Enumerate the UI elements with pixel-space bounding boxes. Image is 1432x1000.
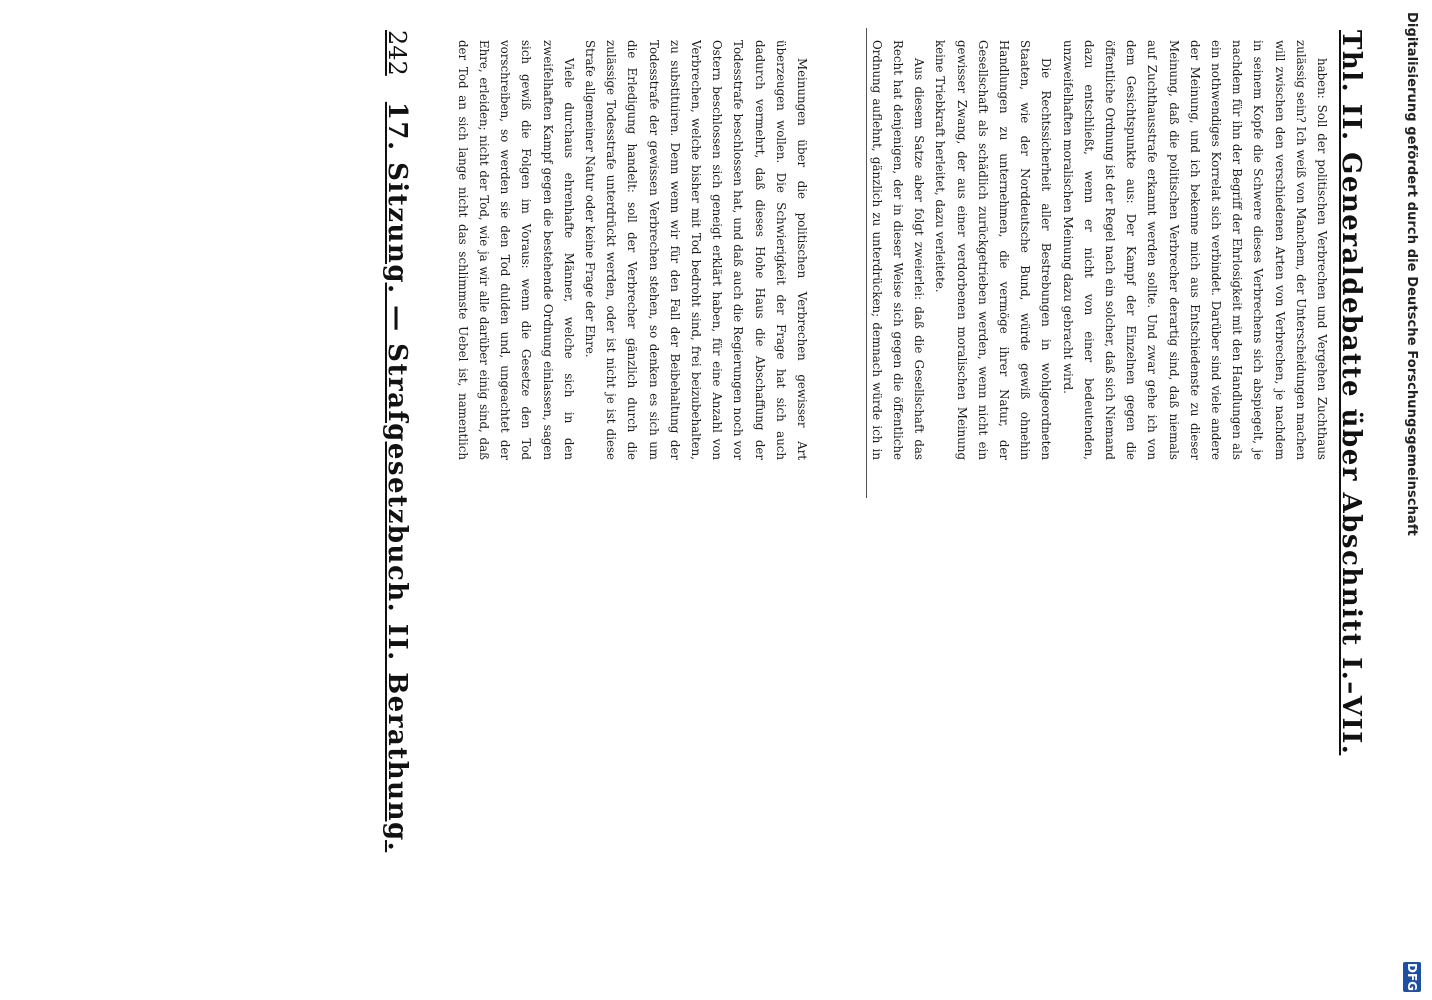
dfg-logo: DFG [1405,962,1419,991]
running-header-left-page [382,30,412,970]
paragraph: Viele durchaus ehrenhafte Männer, welche sich in den zweifelhaften Kampf gegen die bestehende Ordnung einlassen, sagen sich gewiß die Folgen im Voraus: wenn die Gesetze den Tod vorschreiben, so werden sie den Tod dulden und, ungeachtet der Ehre, erleiden; nicht der Tod, wie ja wir alle darüber einig sind, daß der Tod an sich lange nicht das schlimmste Uebel ist, namentlich [455,40,576,460]
page-number: 242 [383,30,411,76]
column-divider [866,28,867,498]
paragraph: Die Rechtssicherheit aller Bestrebungen in wohlgeordneten Staaten, wie der Norddeutsche Bund, würde gewiß ohnehin Handlungen zu unternehmen, die vermöge ihrer Natur, der Gesellschaft als schädlich zurückgetrieben werden, wenn nicht ein gewisser Zwang, der aus einer verdorbenen moralischen Meinung keine Triebkraft herleitet, dazu verleitete. [933,40,1054,460]
paragraph: haben: Soll der politischen Verbrechen und Vergehen Zuchthaus zulässig sein? Ich weiß von Manchem, der Unterscheidungen machen will zwischen den verschiedenen Arten von Verbrechen, je nachdem in seinem Kopfe die Schwere dieses Verbrechens sich abspiegelt, je nachdem für ihn der Begriff der Ehrlosigkeit mit den Handlungen als ein nothwendiges Korrelat sich verbindet. Darüber sind viele andere der Meinung, und ich bekenne mich aus Entschiedenste zu dieser Meinung, daß die politischen Verbrecher derartig sind, daß niemals auf Zuchthausstrafe erkannt werden sollte. Und zwar gehe ich von dem Gesichtspunkte aus: Der Kampf der Einzelnen gegen die öffentliche Ordnung ist der Regel nach ein solcher, daß sich Niemand dazu entschließt, wenn er nicht von einer bedeutenden, unzweifelhaften moralischen Meinung dazu gebracht wird. [1060,40,1329,460]
section-title: Thl. II. Generaldebatte über Abschnitt I.–VII. [1336,30,1366,756]
running-header-right-page [1336,30,1366,970]
text-column-left [452,40,812,460]
digitization-notice: Digitalisierung gefördert durch die Deutsche Forschungsgemeinschaft [1404,12,1420,536]
session-title: 17. Sitzung. — Strafgesetzbuch. II. Berathung. [382,101,412,853]
text-column-right [862,40,1332,460]
digitization-footer [1392,0,1432,1000]
paragraph: Meinungen über die politischen Verbrechen gewisser Art überzeugen wollen. Die Schwierigkeit der Frage hat sich auch dadurch vermehrt, daß dieses Hohe Haus die Abschaffung der Todesstrafe beschlossen hat, und daß auch die Regierungen noch vor Ostern beschlossen sich geneigt erklärt haben, für eine Anzahl von Verbrechen, welche bisher mit Tod bedroht sind, frei beizubehalten, zu substituiren. Denn wenn wir für den Fall der Beibehaltung der Todesstrafe der gewissen Verbrechen stehen, so denken es sich um die Erledigung handelt: soll der Verbrecher gänzlich durch die zulässige Todesstrafe unterdrückt werden, oder ist nicht je ist diese Strafe allgemeiner Natur oder keine Frage der Ehre. [582,40,809,460]
paragraph: Aus diesem Satze aber folgt zweierlei: daß die Gesellschaft das Recht hat denjenigen, der in dieser Weise sich gegen die öffentliche Ordnung auflehnt, gänzlich zu unterdrücken; demnach würde ich in [869,40,927,460]
